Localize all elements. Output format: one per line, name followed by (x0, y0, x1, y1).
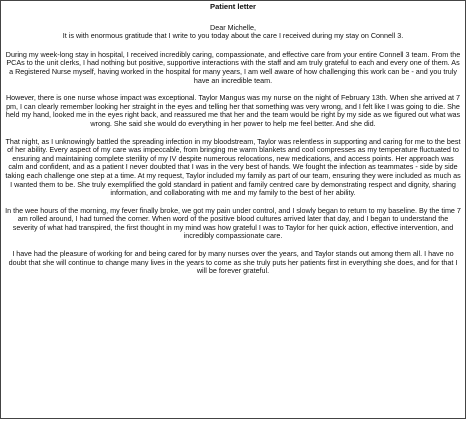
paragraph-team: During my week-long stay in hospital, I received incredibly caring, compassionate, and effective care from your entire Connell 3 team. From the PCAs to the unit clerks, I had nothing but positive, supportive interactions with the staff and am truly grateful to each and every one of them. As a Registered Nurse myself, having worked in the hospital for many years, I am well aware of how challenging this work can be - and you truly have an incredible team. (5, 49, 461, 85)
letter-body (5, 3, 461, 285)
paragraph-nurse: However, there is one nurse whose impact was exceptional. Taylor Mangus was my nurse on the night of February 13th. When she arrived at 7 pm, I can clearly remember looking her straight in the eyes and telling her that something was very wrong, and I felt like I was going to die. She held my hand, looked me in the eyes right back, and reassured me that her and the team would be right by my side as we figured out what was wrong. She said she would do everything in her power to help me feel better. And she did. (5, 93, 461, 128)
paragraph-night: That night, as I unknowingly battled the spreading infection in my bloodstream, Taylor was relentless in supporting and caring for me to the best of her ability. Every aspect of my care was impeccable, from bringing me warm blankets and cool compresses as my temperature fluctuated to ensuring and maintaining complete sterility of my IV despite numerous relocations, new medications, and access points. Her approach was calm and confident, and as a patient I never doubted that I was in the very best of hands. We fought the infection as teammates - side by side taking each challenge one step at a time. At my request, Taylor included my family as part of our team, ensuring they were included as much as I wanted them to be. She truly exemplified the gold standard in patient and family centred care by demonstrating respect and dignity, sharing information, and collaborating with me and my family to the best of her ability. (5, 136, 461, 198)
letter-title: Patient letter (210, 2, 256, 11)
letter-greeting: Dear Michelle, (210, 22, 256, 32)
paragraph-morning: In the wee hours of the morning, my fever finally broke, we got my pain under control, and I slowly began to return to my baseline. By the time 7 am rolled around, I had turned the corner. When word of the positive blood cultures arrived later that day, and I began to understand the severity of what had transpired, the first thought in my mind was how grateful I was to Taylor for her quick action, effective intervention, and incredibly compassionate care. (5, 205, 461, 241)
paragraph-closing: I have had the pleasure of working for and being cared for by many nurses over the years, and Taylor stands out among them all. I have no doubt that she will continue to change many lives in the years to come as she truly puts her patients first in everything she does, and for that I will be forever grateful. (8, 249, 458, 276)
paragraph-intro: It is with enormous gratitude that I write to you today about the care I received during my stay on Connell 3. (62, 31, 404, 41)
